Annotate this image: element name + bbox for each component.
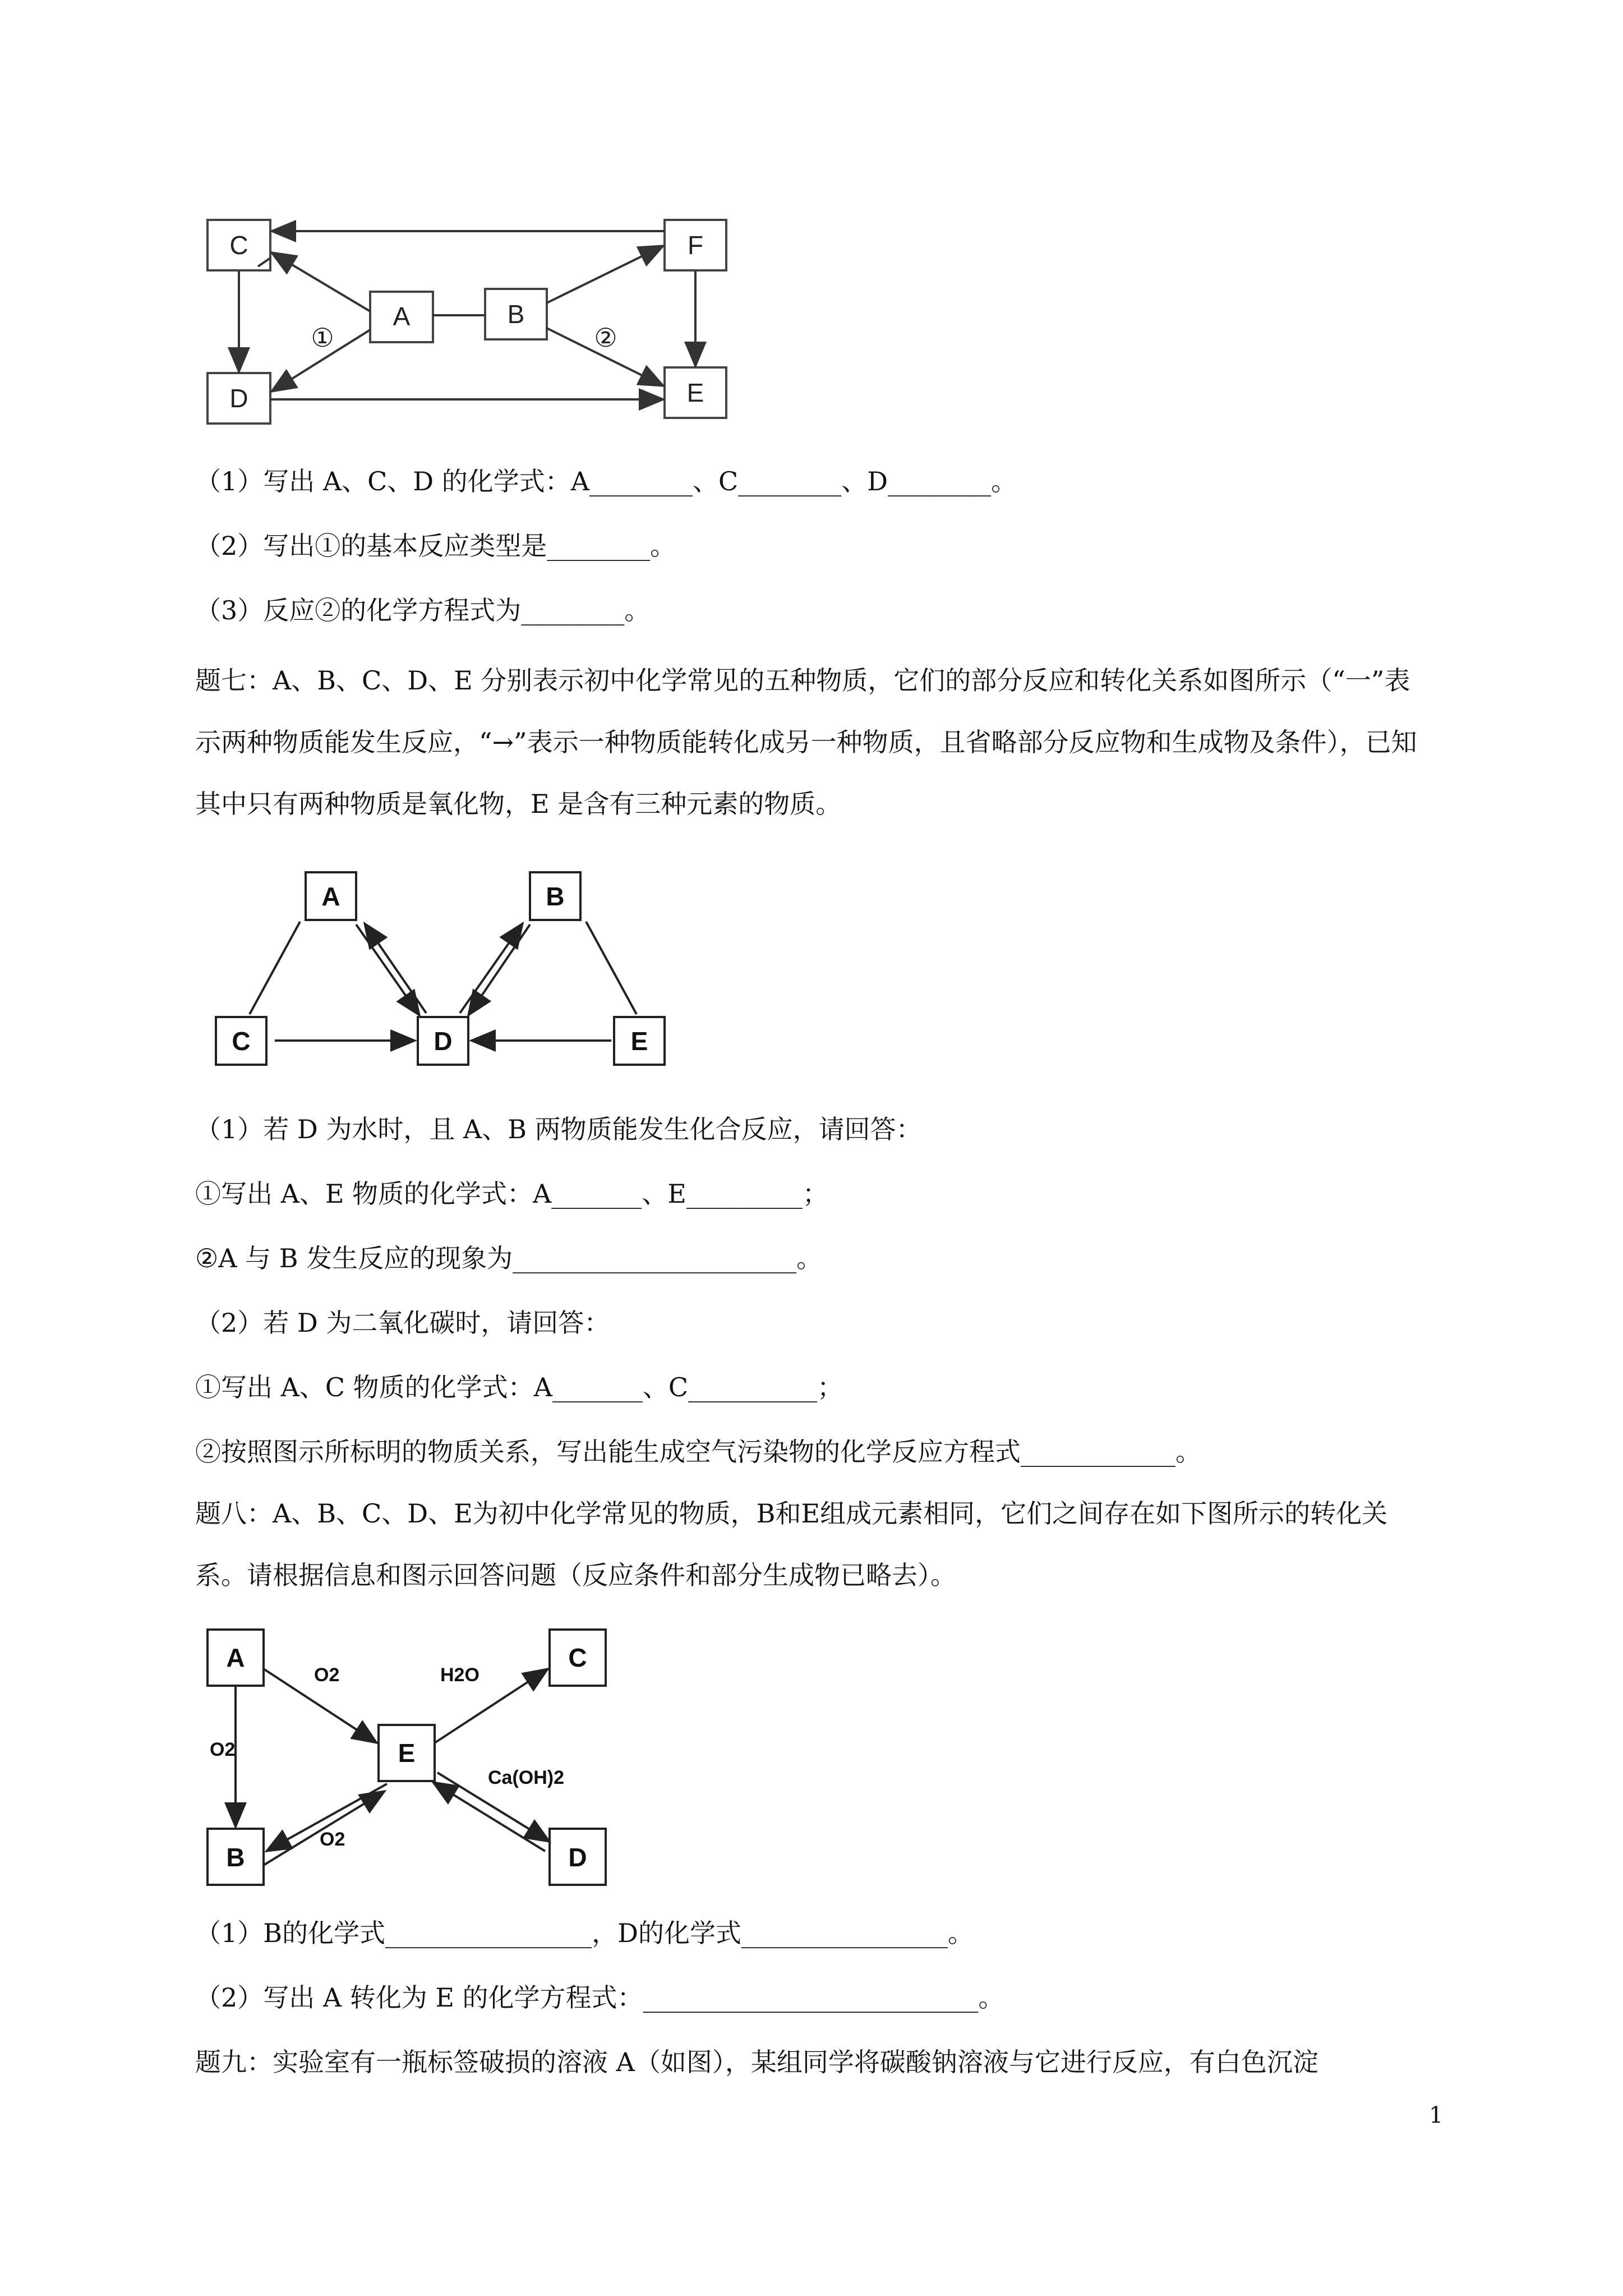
q8-l1: （1）B的化学式________________，D的化学式________________。	[195, 1918, 974, 1948]
q7-l1: （1）若 D 为水时，且 A、B 两物质能发生化合反应，请回答：	[195, 1114, 922, 1144]
q7-l3: ②A 与 B 发生反应的现象为______________________。	[195, 1243, 823, 1273]
q8-node-e-label: E	[398, 1738, 416, 1768]
mark-1: ①	[311, 323, 334, 352]
prev-q3: （3）反应②的化学方程式为________。	[195, 595, 651, 625]
node-e-label: E	[686, 378, 704, 407]
q8-intro: 题八：A、B、C、D、E为初中化学常见的物质，B和E组成元素相同，它们之间存在如下图所示的转化关系。请根据信息和图示回答问题（反应条件和部分生成物已略去）。	[195, 1498, 1388, 1590]
q7-l2: ①写出 A、E 物质的化学式：A_______、E_________；	[195, 1179, 828, 1209]
diagram-3	[202, 1624, 617, 1893]
node-f-label: F	[687, 231, 704, 260]
mark-2: ②	[594, 323, 617, 352]
q7-node-b-label: B	[546, 882, 565, 911]
page-number: 1	[1429, 2102, 1444, 2128]
q7-node-d-label: D	[434, 1027, 453, 1056]
diagram-2	[213, 868, 673, 1070]
node-b-label: B	[507, 300, 525, 329]
prev-q2: （2）写出①的基本反应类型是________。	[195, 531, 676, 561]
q8-node-c-label: C	[568, 1643, 587, 1672]
q7-l5: ①写出 A、C 物质的化学式：A_______、C__________；	[195, 1372, 843, 1402]
label-o2-a: O2	[314, 1664, 340, 1686]
node-c-label: C	[229, 231, 248, 260]
node-d-label: D	[229, 384, 248, 413]
node-a-label: A	[393, 302, 411, 331]
q7-l4: （2）若 D 为二氧化碳时，请回答：	[195, 1308, 610, 1338]
prev-q1: （1）写出 A、C、D 的化学式：A________、C________、D________。	[195, 466, 1017, 496]
q8-node-a-label: A	[226, 1643, 245, 1672]
q7-node-c-label: C	[232, 1027, 251, 1056]
label-caoh2: Ca(OH)2	[488, 1767, 565, 1788]
q7-l6: ②按照图示所标明的物质关系，写出能生成空气污染物的化学反应方程式____________。	[195, 1437, 1201, 1467]
label-h2o: H2O	[440, 1664, 479, 1686]
q7-node-e-label: E	[630, 1027, 648, 1056]
q8-l2: （2）写出 A 转化为 E 的化学方程式：__________________________。	[195, 1982, 1004, 2013]
q9-intro: 题九：实验室有一瓶标签破损的溶液 A（如图），某组同学将碳酸钠溶液与它进行反应，有白色沉淀	[195, 2047, 1318, 2077]
diagram-1	[202, 213, 729, 426]
label-o2-b: O2	[210, 1739, 236, 1760]
q7-node-a-label: A	[321, 882, 340, 911]
label-o2-c: O2	[320, 1829, 345, 1850]
q8-node-b-label: B	[226, 1843, 245, 1872]
q8-node-d-label: D	[568, 1843, 587, 1872]
q7-intro: 题七：A、B、C、D、E 分别表示初中化学常见的五种物质，它们的部分反应和转化关系如图所示（“一”表示两种物质能发生反应，“→”表示一种物质能转化成另一种物质，且省略部分反应物和生成物及条件），已知其中只有两种物质是氧化物，E 是含有三种元素的物质。	[195, 665, 1417, 819]
